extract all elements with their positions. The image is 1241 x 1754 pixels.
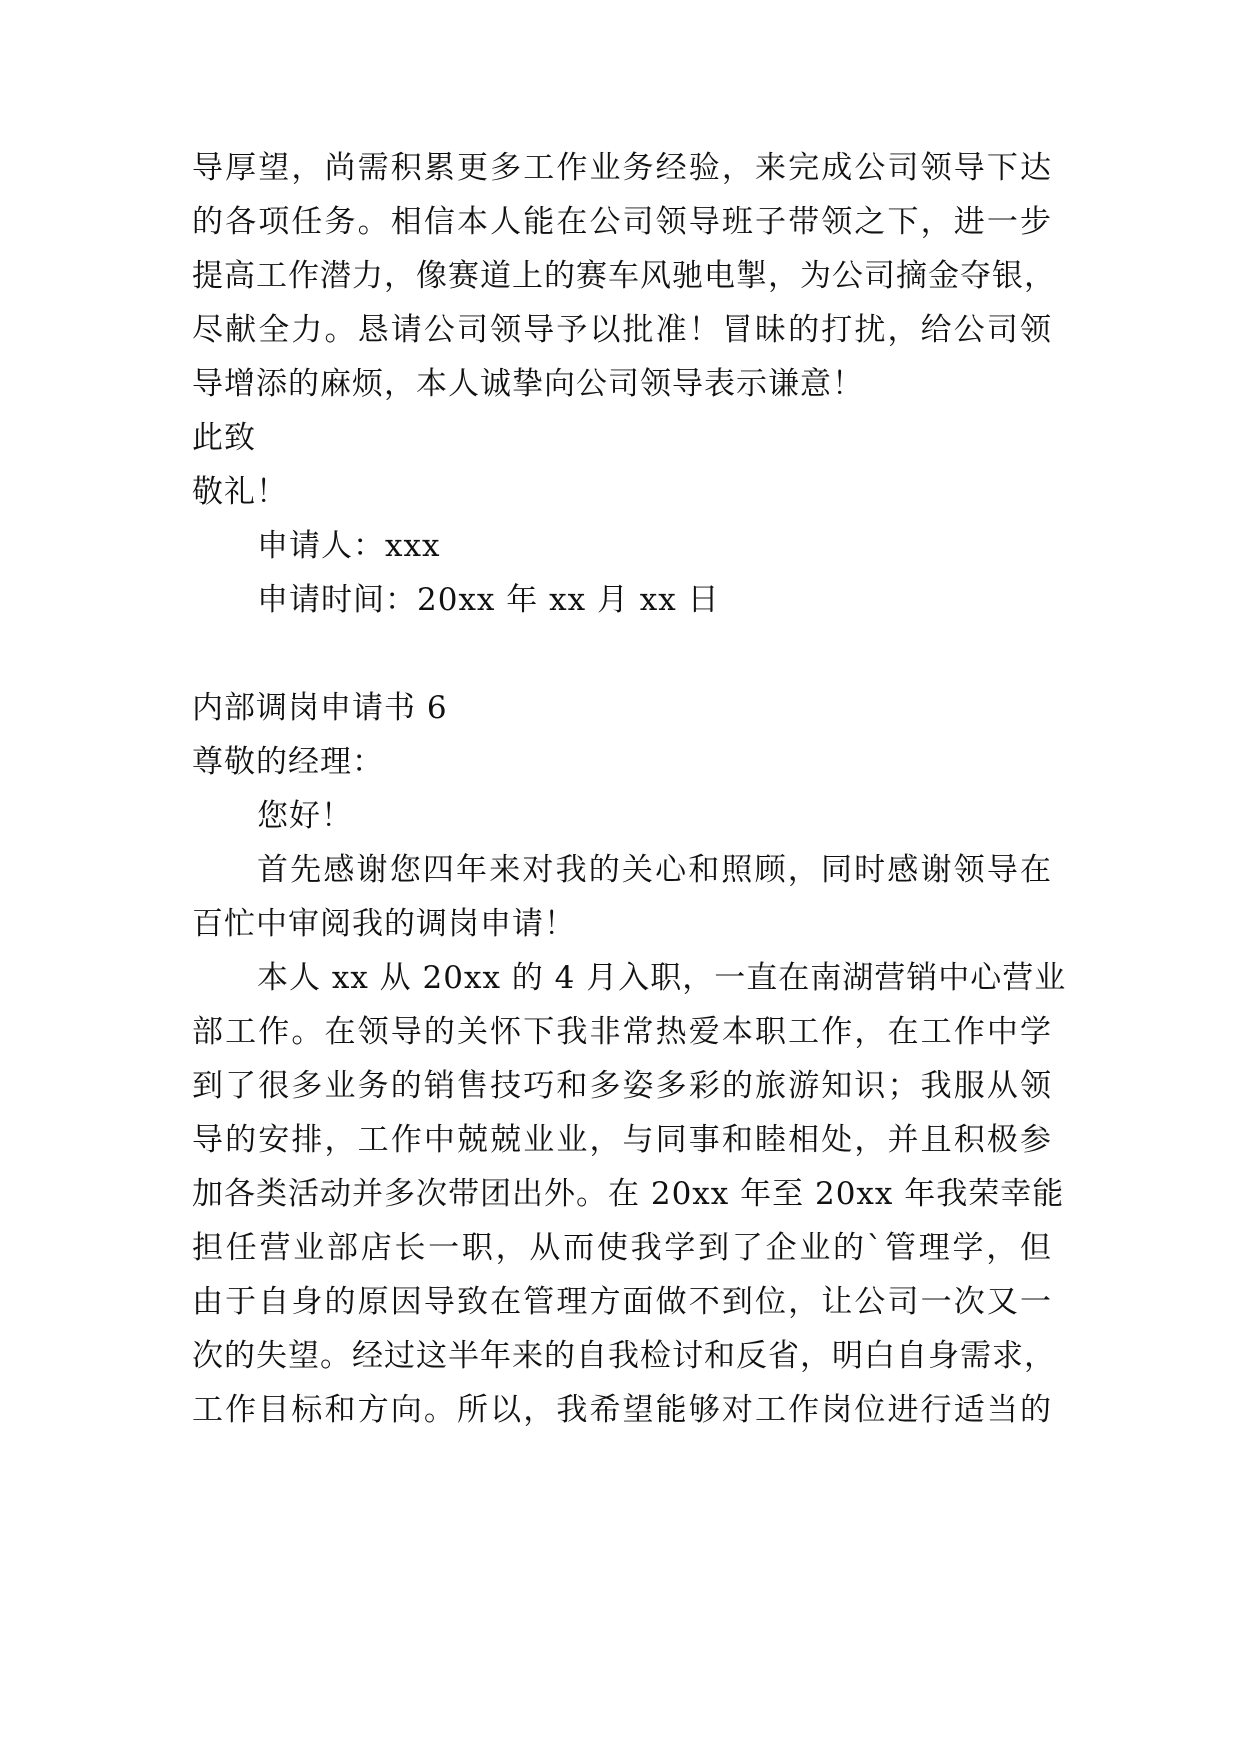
application-date: 申请时间：20xx 年 xx 月 xx 日 bbox=[257, 582, 720, 618]
paragraph-2-line: 到了很多业务的销售技巧和多姿多彩的旅游知识；我服从领 bbox=[192, 1068, 1052, 1104]
body-text-line: 尽献全力。恳请公司领导予以批准！冒昧的打扰，给公司领 bbox=[192, 312, 1052, 348]
paragraph-2-line: 次的失望。经过这半年来的自我检讨和反省，明白自身需求， bbox=[192, 1338, 1056, 1374]
paragraph-2-line: 导的安排，工作中兢兢业业，与同事和睦相处，并且积极参 bbox=[192, 1122, 1052, 1158]
body-text-line: 导厚望，尚需积累更多工作业务经验，来完成公司领导下达 bbox=[192, 150, 1052, 186]
paragraph-2-line: 部工作。在领导的关怀下我非常热爱本职工作，在工作中学 bbox=[192, 1014, 1052, 1050]
closing-salute: 敬礼！ bbox=[192, 474, 288, 510]
paragraph-2-line: 担任营业部店长一职，从而使我学到了企业的`管理学，但 bbox=[192, 1230, 1052, 1266]
section-title: 内部调岗申请书 6 bbox=[192, 690, 448, 726]
paragraph-2-line: 工作目标和方向。所以，我希望能够对工作岗位进行适当的 bbox=[192, 1392, 1052, 1428]
salutation: 尊敬的经理： bbox=[192, 744, 384, 780]
paragraph-1-line: 首先感谢您四年来对我的关心和照顾，同时感谢领导在 bbox=[257, 852, 1052, 888]
body-text-line: 提高工作潜力，像赛道上的赛车风驰电掣，为公司摘金夺银， bbox=[192, 258, 1056, 294]
paragraph-2-line: 本人 xx 从 20xx 的 4 月入职，一直在南湖营销中心营业 bbox=[257, 960, 1067, 996]
body-text-line: 的各项任务。相信本人能在公司领导班子带领之下，进一步 bbox=[192, 204, 1052, 240]
paragraph-1-line: 百忙中审阅我的调岗申请！ bbox=[192, 906, 576, 942]
greeting: 您好！ bbox=[257, 798, 353, 834]
paragraph-2-line: 加各类活动并多次带团出外。在 20xx 年至 20xx 年我荣幸能 bbox=[192, 1176, 1065, 1212]
closing-line: 此致 bbox=[192, 420, 256, 456]
paragraph-2-line: 由于自身的原因导致在管理方面做不到位，让公司一次又一 bbox=[192, 1284, 1052, 1320]
body-text-line: 导增添的麻烦，本人诚挚向公司领导表示谦意！ bbox=[192, 366, 864, 402]
applicant-signature: 申请人：xxx bbox=[257, 528, 441, 564]
